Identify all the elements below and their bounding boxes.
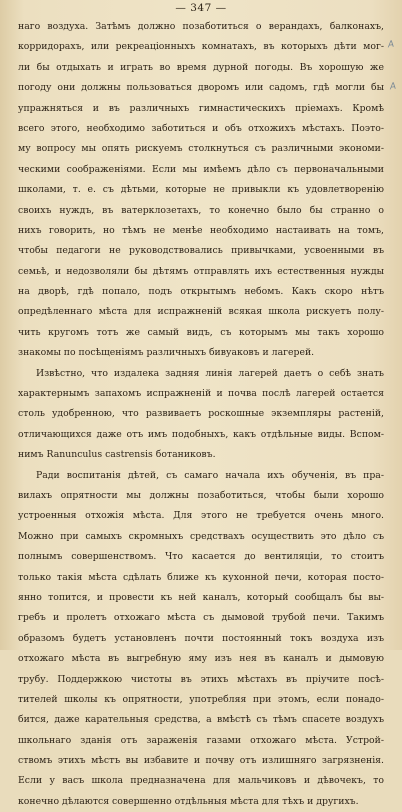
margin-annotation: А (387, 39, 395, 51)
text-line: столь удобренною, что развиваетъ роскошные экземпляры растеній, (18, 408, 384, 420)
text-line: ли бы отдыхать и играть во время дурной погоды. Въ хорошую же (18, 61, 384, 73)
text-line: школьнаго зданія отъ зараженія газами отхожаго мѣста. Устрой- (18, 734, 384, 746)
text-line: Ради воспитанія дѣтей, съ самаго начала ихъ обученія, въ пра- (36, 469, 384, 481)
text-line: Если у васъ школа предназначена для мальчиковъ и дѣвочекъ, то (18, 775, 384, 787)
text-line: чить кругомъ тотъ же самый видъ, съ которымъ мы такъ хорошо (18, 326, 384, 338)
text-line: опредѣленнаго мѣста для испражненій всякая школа рискуетъ полу- (18, 306, 384, 318)
text-line: чтобы педагоги не руководствовались привычками, усвоенными въ (18, 245, 384, 257)
text-line: нихъ говорить, но тѣмъ не менѣе необходимо настаивать на томъ, (18, 224, 384, 236)
text-line: всего этого, необходимо заботиться и объ отхожихъ мѣстахъ. Поэто- (18, 122, 384, 134)
text-line: погоду они должны пользоваться дворомъ или садомъ, гдѣ могли бы (18, 82, 384, 94)
text-line: вилахъ опрятности мы должны позаботиться, чтобы были хорошо (18, 489, 384, 501)
text-line: янно топится, и провести къ ней каналъ, который сообщалъ бы вы- (18, 591, 384, 603)
text-line: устроенныя отхожія мѣста. Для этого не требуется очень много. (18, 510, 384, 522)
text-line: трубу. Поддержкою чистоты въ этихъ мѣстахъ въ пріучите посѣ- (18, 673, 384, 685)
text-line: полнымъ совершенствомъ. Что касается до вентиляціи, то стоитъ (18, 551, 384, 563)
text-line: своихъ нуждъ, въ ватерклозетахъ, то конечно было бы странно о (18, 204, 384, 216)
text-line: знакомы по посѣщеніямъ различныхъ бивуаковъ и лагерей. (18, 347, 315, 359)
text-line: тителей школы къ опрятности, употребляя при этомъ, если понадо- (18, 693, 384, 705)
text-line: упражняться и въ различныхъ гимнастическихъ пріемахъ. Кромѣ (18, 102, 384, 114)
margin-annotation: А (389, 81, 397, 93)
text-line: нимъ Ranunculus castrensis ботаниковъ. (18, 449, 216, 461)
text-line: наго воздуха. Затѣмъ должно позаботиться о верандахъ, балконахъ, (18, 21, 384, 32)
text-line: бится, даже карательныя средства, а вмѣстѣ съ тѣмъ спасете воздухъ (18, 714, 384, 726)
text-line: только такія мѣста сдѣлать ближе къ кухонной печи, которая посто- (18, 571, 384, 583)
text-line: ствомъ этихъ мѣстъ вы избавите и почву отъ излишняго загрязненія. (18, 755, 384, 767)
text-line: характернымъ запахомъ испражненій и почва послѣ лагерей остается (18, 388, 384, 400)
text-line: на дворѣ, гдѣ попало, подъ открытымъ небомъ. Какъ скоро нѣтъ (18, 286, 384, 298)
text-line: отхожаго мѣста въ выгребную яму изъ нея въ каналъ и дымовую (18, 653, 384, 665)
text-line: школами, т. е. съ дѣтьми, которые не привыкли къ удовлетворенію (18, 184, 384, 196)
text-line: ческими соображеніями. Если мы имѣемъ дѣло съ первоначальными (18, 163, 384, 175)
text-line: образомъ будетъ установленъ почти постоянный токъ воздуха изъ (18, 632, 384, 644)
text-line: Извѣстно, что издалека задняя линія лагерей даетъ о себѣ знать (36, 367, 384, 379)
text-line: Можно при самыхъ скромныхъ средствахъ осуществить это дѣло съ (18, 530, 384, 542)
text-line: конечно дѣлаются совершенно отдѣльныя мѣста для тѣхъ и другихъ. (18, 795, 359, 807)
text-line: му вопросу мы опять рискуемъ столкнуться съ различными экономи- (18, 143, 384, 155)
text-line: корридорахъ, или рекреаціонныхъ комнатахъ, въ которыхъ дѣти мог- (18, 41, 384, 53)
page-number: — 347 — (175, 2, 227, 14)
text-line: отличающихся даже отъ имъ подобныхъ, какъ отдѣльные виды. Вспом- (18, 428, 384, 440)
body-text (18, 17, 384, 812)
text-line: семьѣ, и недозволяли бы дѣтямъ отправлять ихъ естественныя нужды (18, 265, 384, 277)
text-line: гребъ и пролетъ отхожаго мѣста съ дымовой трубой печи. Такимъ (18, 612, 384, 624)
